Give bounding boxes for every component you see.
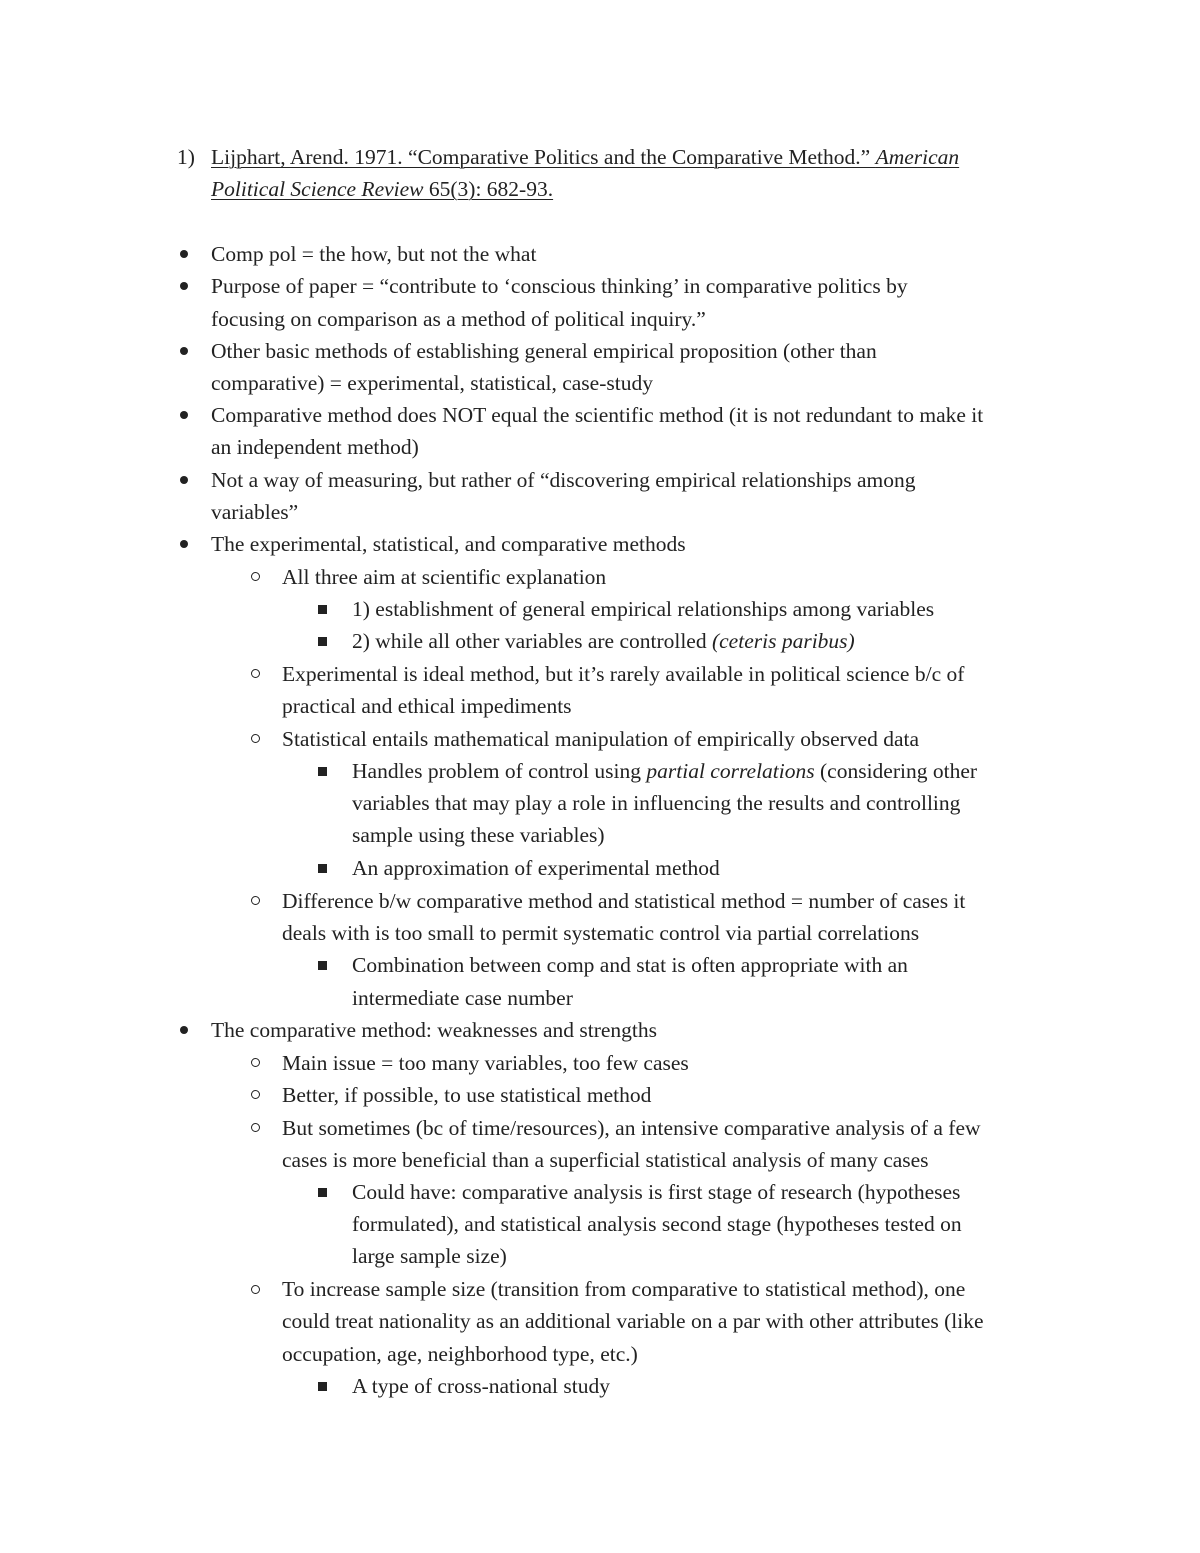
sub-bullet-icon <box>251 1123 260 1132</box>
journal-title: Political Science Review <box>211 177 424 201</box>
sub-bullet-icon <box>251 734 260 743</box>
list-number: 1) <box>177 145 195 169</box>
sub-sub-bullet-text <box>352 625 855 657</box>
square-bullet-icon <box>318 637 327 646</box>
bullet-icon <box>180 411 188 419</box>
bullet-icon <box>180 540 188 548</box>
citation-line-1 <box>211 141 959 173</box>
sub-bullet-text: Difference b/w comparative method and statistical method = number of cases it <box>282 889 966 913</box>
bullet-text: Other basic methods of establishing general empirical proposition (other than <box>211 339 877 363</box>
bullet-text: focusing on comparison as a method of political inquiry.” <box>211 307 706 331</box>
bullet-text: The experimental, statistical, and comparative methods <box>211 532 686 556</box>
sub-bullet-text: But sometimes (bc of time/resources), an intensive comparative analysis of a few <box>282 1116 981 1140</box>
bullet-icon <box>180 476 188 484</box>
square-bullet-icon <box>318 864 327 873</box>
bullet-icon <box>180 1026 188 1034</box>
sub-bullet-text: deals with is too small to permit systematic control via partial correlations <box>282 921 920 945</box>
sub-bullet-text: cases is more beneficial than a superficial statistical analysis of many cases <box>282 1148 929 1172</box>
italic-term: partial correlations <box>646 759 815 783</box>
journal-title: American <box>875 145 960 169</box>
sub-bullet-text: Experimental is ideal method, but it’s rarely available in political science b/c of <box>282 662 965 686</box>
bullet-text: an independent method) <box>211 435 419 459</box>
bullet-icon <box>180 250 188 258</box>
citation-line-2 <box>211 173 553 205</box>
text-span: (considering other <box>814 759 978 783</box>
sub-sub-bullet-text: formulated), and statistical analysis second stage (hypotheses tested on <box>352 1212 962 1236</box>
sub-bullet-icon <box>251 572 260 581</box>
square-bullet-icon <box>318 605 327 614</box>
sub-bullet-text: could treat nationality as an additional variable on a par with other attributes (like <box>282 1309 984 1333</box>
square-bullet-icon <box>318 1382 327 1391</box>
bullet-icon <box>180 347 188 355</box>
bullet-text: comparative) = experimental, statistical, case-study <box>211 371 653 395</box>
italic-term: (ceteris paribus) <box>711 629 855 653</box>
square-bullet-icon <box>318 767 327 776</box>
sub-bullet-text: All three aim at scientific explanation <box>282 565 607 589</box>
sub-sub-bullet-text: A type of cross-national study <box>352 1374 610 1398</box>
bullet-text: Not a way of measuring, but rather of “discovering empirical relationships among <box>211 468 916 492</box>
sub-sub-bullet-text <box>352 755 977 787</box>
sub-sub-bullet-text: An approximation of experimental method <box>352 856 720 880</box>
sub-bullet-icon <box>251 669 260 678</box>
sub-bullet-text: Statistical entails mathematical manipulation of empirically observed data <box>282 727 920 751</box>
bullet-text: Purpose of paper = “contribute to ‘conscious thinking’ in comparative politics by <box>211 274 908 298</box>
bullet-text: The comparative method: weaknesses and strengths <box>211 1018 657 1042</box>
bullet-text: variables” <box>211 500 299 524</box>
sub-sub-bullet-text: 1) establishment of general empirical relationships among variables <box>352 597 935 621</box>
bullet-icon <box>180 282 188 290</box>
sub-bullet-text: Better, if possible, to use statistical method <box>282 1083 652 1107</box>
citation-text: Lijphart, Arend. 1971. “Comparative Politics and the Comparative Method.” <box>211 145 876 169</box>
sub-bullet-text: Main issue = too many variables, too few cases <box>282 1051 689 1075</box>
sub-bullet-icon <box>251 1090 260 1099</box>
text-span: Handles problem of control using <box>352 759 647 783</box>
citation-volume: 65(3): 682-93. <box>423 177 554 201</box>
sub-bullet-text: practical and ethical impediments <box>282 694 572 718</box>
sub-bullet-text: To increase sample size (transition from comparative to statistical method), one <box>282 1277 966 1301</box>
text-span: 2) while all other variables are controlled <box>352 629 712 653</box>
bullet-text: Comparative method does NOT equal the scientific method (it is not redundant to make it <box>211 403 984 427</box>
square-bullet-icon <box>318 961 327 970</box>
sub-sub-bullet-text: variables that may play a role in influencing the results and controlling <box>352 791 961 815</box>
bullet-text: Comp pol = the how, but not the what <box>211 242 537 266</box>
sub-sub-bullet-text: Could have: comparative analysis is first stage of research (hypotheses <box>352 1180 961 1204</box>
sub-bullet-text: occupation, age, neighborhood type, etc.) <box>282 1342 638 1366</box>
sub-sub-bullet-text: large sample size) <box>352 1244 507 1268</box>
square-bullet-icon <box>318 1188 327 1197</box>
sub-bullet-icon <box>251 1058 260 1067</box>
sub-sub-bullet-text: sample using these variables) <box>352 823 605 847</box>
sub-sub-bullet-text: Combination between comp and stat is often appropriate with an <box>352 953 908 977</box>
sub-sub-bullet-text: intermediate case number <box>352 986 573 1010</box>
sub-bullet-icon <box>251 1285 260 1294</box>
sub-bullet-icon <box>251 896 260 905</box>
